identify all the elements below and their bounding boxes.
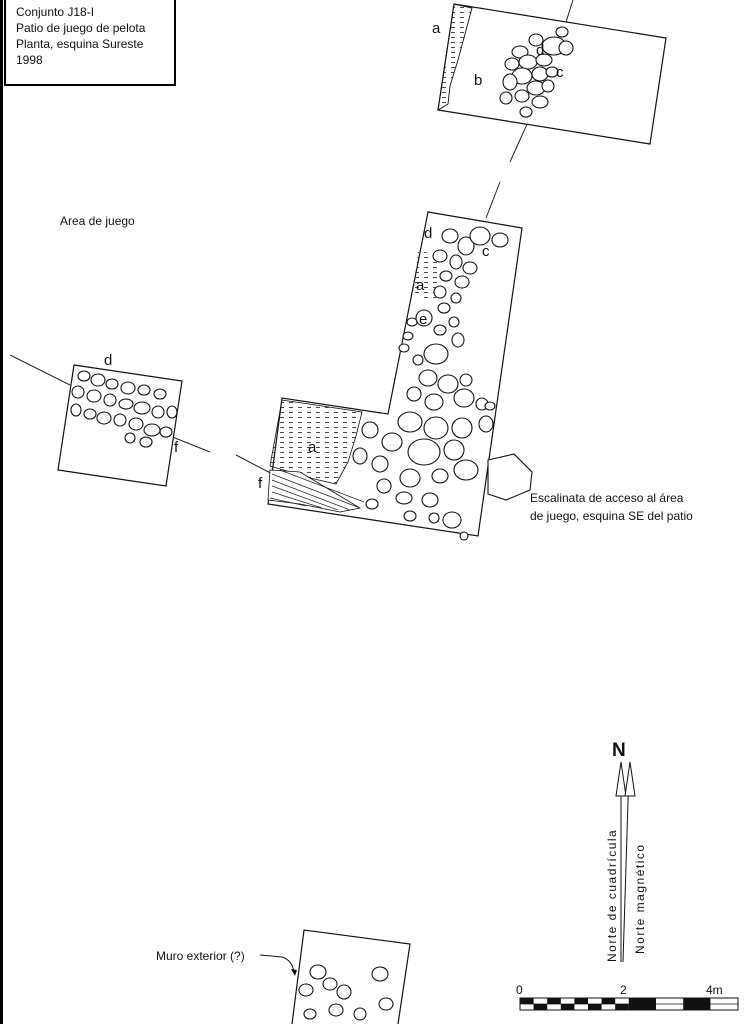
title-line-4: 1998 [16,53,43,67]
scale-bar [516,983,738,1010]
north-magnetic-label: Norte magnético [633,843,647,954]
label-top-a: a [432,20,441,37]
title-line-2: Patio de juego de pelota [16,21,146,35]
label-escalinata-line1: Escalinata de acceso al área [530,491,684,505]
label-escalinata-line2: de juego, esquina SE del patio [530,509,693,523]
unit-main [268,212,532,540]
label-main-a-upper: a [416,277,425,294]
muro-exterior-leader [260,955,297,976]
label-muro-exterior: Muro exterior (?) [156,949,245,963]
label-top-d: d [536,42,545,59]
unit-west [58,365,182,486]
scale-tick-0: 0 [516,983,523,997]
label-west-d: d [104,352,113,369]
label-top-c: c [556,64,564,81]
label-main-c: c [482,243,490,260]
label-top-b: b [474,72,483,89]
north-arrow [605,740,647,962]
north-letter: N [612,740,626,761]
scale-tick-2: 2 [620,983,627,997]
unit-top [438,4,666,144]
large-stone-outside [488,454,532,500]
label-main-d: d [424,225,433,242]
title-line-3: Planta, esquina Sureste [16,37,144,51]
unit-bottom [292,930,410,1024]
label-main-a-lower: a [308,439,317,456]
label-main-f: f [258,475,263,492]
label-west-f: f [174,439,179,456]
label-main-e: e [419,311,428,328]
scale-tick-4m: 4m [706,983,723,997]
label-area-de-juego: Area de juego [60,214,135,228]
north-grid-label: Norte de cuadrícula [605,828,619,962]
title-line-1: Conjunto J18-I [16,5,95,19]
